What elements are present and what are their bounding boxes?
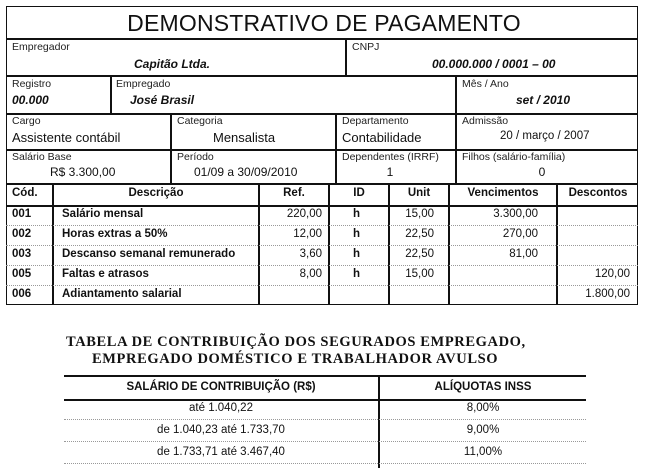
salario-base-value: R$ 3.300,00	[50, 165, 116, 179]
item-ref: 220,00	[286, 208, 322, 220]
inss-aliquota: 11,00%	[463, 446, 503, 458]
item-descontos: 1.800,00	[585, 288, 630, 300]
item-id: h	[353, 228, 361, 240]
divider	[6, 113, 638, 115]
col-header-unit: Unit	[407, 187, 431, 199]
divider	[64, 399, 586, 401]
item-cod: 005	[12, 268, 32, 280]
col-header-cod: Cód.	[12, 187, 38, 199]
col-header-vencimentos: Vencimentos	[467, 187, 539, 199]
categoria-value: Mensalista	[213, 130, 276, 145]
divider	[64, 375, 586, 377]
empregador-label: Empregador	[12, 41, 70, 53]
divider	[6, 183, 638, 185]
divider	[335, 149, 337, 183]
row-separator	[64, 441, 586, 442]
item-unit: 22,50	[405, 248, 434, 260]
dependentes-value: 1	[386, 165, 394, 179]
divider	[455, 75, 457, 113]
divider	[170, 149, 172, 183]
item-id: h	[353, 268, 361, 280]
admissao-value: 20 / março / 2007	[500, 130, 590, 142]
item-ref: 8,00	[299, 268, 322, 280]
item-descricao: Horas extras a 50%	[62, 228, 168, 240]
item-ref: 12,00	[293, 228, 322, 240]
divider	[455, 113, 457, 149]
col-header-ref: Ref.	[283, 187, 305, 199]
divider	[556, 183, 558, 305]
item-id: h	[353, 248, 361, 260]
item-descricao: Faltas e atrasos	[62, 268, 149, 280]
inss-aliquota: 8,00%	[466, 402, 500, 414]
inss-col-header-salario: SALÁRIO DE CONTRIBUIÇÃO (R$)	[126, 381, 316, 393]
inss-title-line1: TABELA DE CONTRIBUIÇÃO DOS SEGURADOS EMPREGADO,	[66, 334, 526, 350]
divider	[345, 38, 347, 75]
item-cod: 002	[12, 228, 32, 240]
cargo-value: Assistente contábil	[12, 130, 121, 145]
divider	[335, 113, 337, 149]
mes-ano-value: set / 2010	[515, 93, 570, 107]
col-header-descontos: Descontos	[568, 187, 628, 199]
inss-col-header-aliquota: ALÍQUOTAS INSS	[434, 381, 532, 393]
divider	[448, 183, 450, 305]
item-cod: 006	[12, 288, 32, 300]
item-ref: 3,60	[299, 248, 322, 260]
admissao-label: Admissão	[462, 115, 509, 127]
item-unit: 22,50	[405, 228, 434, 240]
document-title: DEMONSTRATIVO DE PAGAMENTO	[127, 10, 521, 36]
empregado-label: Empregado	[116, 78, 171, 90]
divider	[52, 183, 54, 305]
registro-label: Registro	[12, 78, 52, 90]
registro-value: 00.000	[12, 93, 49, 107]
cnpj-label: CNPJ	[352, 41, 380, 53]
departamento-value: Contabilidade	[342, 130, 422, 145]
divider	[258, 183, 260, 305]
categoria-label: Categoria	[177, 115, 223, 127]
dependentes-label: Dependentes (IRRF)	[342, 151, 439, 163]
divider	[170, 113, 172, 149]
item-descontos: 120,00	[594, 268, 630, 280]
periodo-value: 01/09 a 30/09/2010	[194, 165, 298, 179]
row-separator	[6, 285, 638, 286]
divider	[388, 183, 390, 305]
inss-aliquota: 9,00%	[466, 424, 500, 436]
filhos-value: 0	[538, 165, 546, 179]
divider	[328, 183, 330, 305]
salario-base-label: Salário Base	[12, 151, 72, 163]
departamento-label: Departamento	[342, 115, 409, 127]
cargo-label: Cargo	[12, 115, 41, 127]
item-vencimentos: 3.300,00	[493, 208, 538, 220]
col-header-descricao: Descrição	[128, 187, 184, 199]
row-separator	[64, 419, 586, 420]
inss-title-line2: EMPREGADO DOMÉSTICO E TRABALHADOR AVULSO	[92, 351, 499, 367]
empregado-value: José Brasil	[130, 93, 195, 107]
divider	[6, 205, 638, 207]
row-separator	[6, 245, 638, 246]
inss-faixa: até 1.040,22	[189, 402, 253, 414]
row-separator	[6, 225, 638, 226]
mes-ano-label: Mês / Ano	[462, 78, 509, 90]
divider	[110, 75, 112, 113]
divider	[6, 75, 638, 77]
item-vencimentos: 270,00	[502, 228, 538, 240]
row-separator	[6, 265, 638, 266]
item-unit: 15,00	[405, 268, 434, 280]
item-unit: 15,00	[405, 208, 434, 220]
row-separator	[64, 463, 586, 464]
inss-faixa: de 1.040,23 até 1.733,70	[157, 424, 285, 436]
item-descricao: Adiantamento salarial	[62, 288, 182, 300]
divider	[6, 38, 638, 40]
item-cod: 001	[12, 208, 32, 220]
inss-faixa: de 1.733,71 até 3.467,40	[157, 446, 285, 458]
col-header-id: ID	[353, 187, 365, 199]
cnpj-value: 00.000.000 / 0001 – 00	[432, 57, 556, 71]
item-descricao: Descanso semanal remunerado	[62, 248, 236, 260]
item-id: h	[353, 208, 361, 220]
periodo-label: Período	[177, 151, 214, 163]
item-descricao: Salário mensal	[62, 208, 144, 220]
filhos-label: Filhos (salário-família)	[462, 151, 566, 163]
divider	[455, 149, 457, 183]
empregador-value: Capitão Ltda.	[134, 57, 211, 71]
item-cod: 003	[12, 248, 32, 260]
item-vencimentos: 81,00	[509, 248, 538, 260]
